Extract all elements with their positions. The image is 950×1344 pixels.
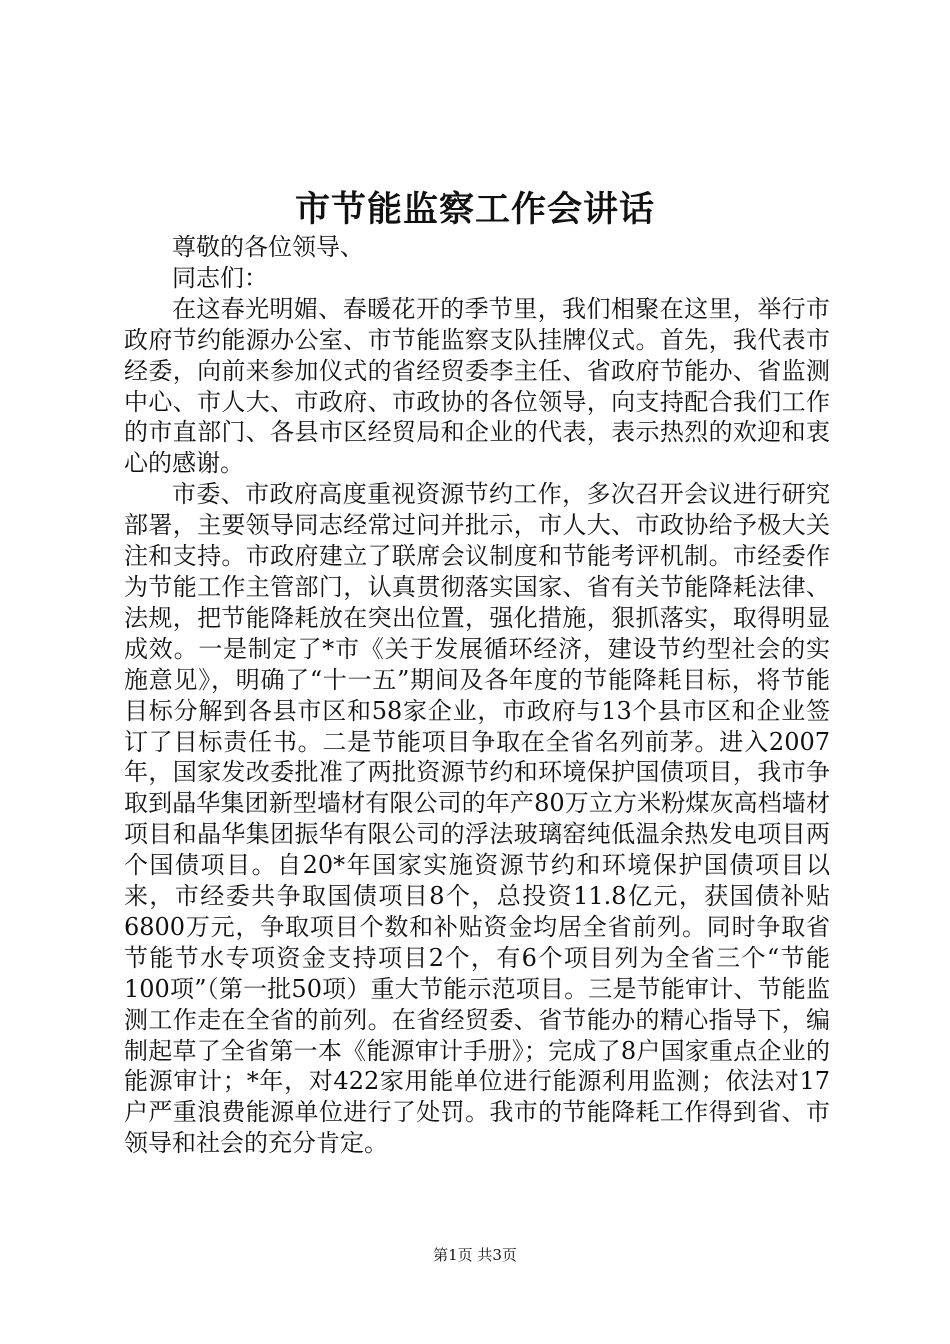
greeting-line: 同志们：: [172, 263, 268, 292]
body-paragraph: 市委、市政府高度重视资源节约工作，多次召开会议进行研究部署，主要领导同志经常过问并批示，市人大、市政协给予极大关注和支持。市政府建立了联席会议制度和节能考评机制。市经委作为节能工作主管部门，认真贯彻落实国家、省有关节能降耗法律、法规，把节能降耗放在突出位置，强化措施，狠抓落实，取得明显成效。一是制定了*市《关于发展循环经济，建设节约型社会的实施意见》，明确了“十一五”期间及各年度的节能降耗目标，将节能目标分解到各县市区和58家企业，市政府与13个县市区和企业签订了目标责任书。二是节能项目争取在全省名列前茅。进入2007年，国家发改委批准了两批资源节约和环境保护国债项目，我市争取到晶华集团新型墙材有限公司的年产80万立方米粉煤灰高档墙材项目和晶华集团振华有限公司的浮法玻璃窑纯低温余热发电项目两个国债项目。自20*年国家实施资源节约和环境保护国债项目以来，市经委共争取国债项目8个，总投资11.8亿元，获国债补贴6800万元，争取项目个数和补贴资金均居全省前列。同时争取省节能节水专项资金支持项目2个，有6个项目列为全省三个“节能100项”（第一批50项）重大节能示范项目。三是节能审计、节能监测工作走在全省的前列。在省经贸委、省节能办的精心指导下，编制起草了全省第一本《能源审计手册》；完成了8户国家重点企业的能源审计；*年，对422家用能单位进行能源利用监测；依法对17户严重浪费能源单位进行了处罚。我市的节能降耗工作得到省、市领导和社会的充分肯定。: [124, 480, 830, 1158]
body-paragraph: 在这春光明媚、春暖花开的季节里，我们相聚在这里，举行市政府节约能源办公室、市节能监察支队挂牌仪式。首先，我代表市经委，向前来参加仪式的省经贸委李主任、省政府节能办、省监测中心、市人大、市政府、市政协的各位领导，向支持配合我们工作的市直部门、各县市区经贸局和企业的代表，表示热烈的欢迎和衷心的感谢。: [124, 294, 830, 478]
greeting-line: 尊敬的各位领导、: [172, 233, 364, 261]
document-body: [124, 232, 830, 1159]
document-title: 市节能监察工作会讲话: [294, 189, 655, 230]
page-number-footer: 第1页 共3页: [433, 1246, 517, 1264]
